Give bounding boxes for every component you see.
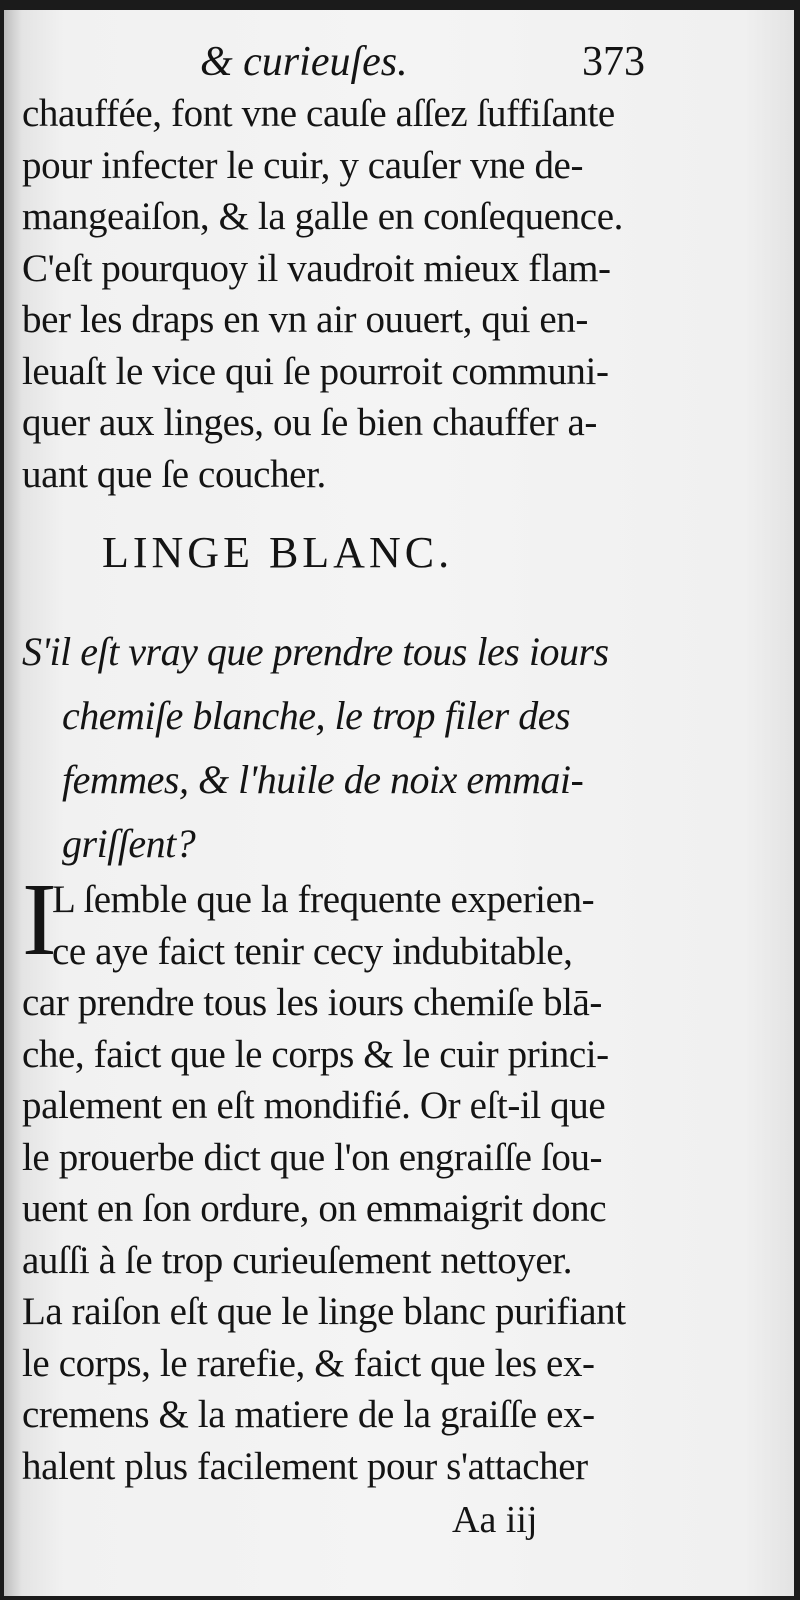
text-line: quer aux linges, ou ſe bien chauffer a- [22, 401, 597, 444]
text-line: car prendre tous les iours chemiſe blā- [22, 981, 603, 1024]
text-line: chauffée, font vne cauſe aſſez ſuffiſante [22, 92, 615, 135]
paragraph-2 [22, 874, 662, 1492]
book-page [4, 10, 794, 1596]
text-line: C'eſt pourquoy il vaudroit mieux flam- [22, 246, 611, 290]
drop-cap: I [22, 862, 57, 977]
text-line: pour infecter le cuir, y cauſer vne de- [22, 143, 584, 187]
text-line: leuaſt le vice qui ſe pourroit communi- [22, 349, 609, 393]
text-line: uant que ſe coucher. [22, 452, 326, 496]
question-line: griſſent? [62, 821, 196, 866]
text-line: ber les draps en vn air ouuert, qui en- [22, 298, 588, 341]
text-line: La raiſon eſt que le linge blanc purifiant [22, 1290, 626, 1333]
text-line: palement en eſt mondifié. Or eſt-il que [22, 1084, 606, 1127]
question-line: femmes, & l'huile de noix emmai- [62, 757, 584, 802]
text-line: ce aye faict tenir cecy indubitable, [52, 929, 573, 973]
page-number: 373 [582, 39, 645, 85]
text-line: L ſemble que la frequente experien- [52, 878, 595, 921]
signature-mark: Aa iij [452, 1499, 538, 1541]
question-line: chemiſe blanche, le trop filer des [62, 693, 571, 738]
text-line: mangeaiſon, & la galle en conſequence. [22, 195, 623, 238]
text-line: halent plus facilement pour s'attacher [22, 1444, 588, 1488]
running-head: & curieuſes. [200, 39, 408, 85]
page-header [4, 32, 794, 92]
question-line: S'il eſt vray que prendre tous les iours [22, 629, 609, 674]
text-line: auſſi à ſe trop curieuſement nettoyer. [22, 1238, 573, 1282]
text-line: le prouerbe dict que l'on engraiſſe ſou- [22, 1135, 603, 1179]
text-line: uent en ſon ordure, on emmaigrit donc [22, 1187, 607, 1230]
text-line: che, faict que le corps & le cuir princi- [22, 1032, 609, 1076]
text-line: le corps, le rarefie, & faict que les ex- [22, 1341, 595, 1385]
text-line: cremens & la matiere de la graiſſe ex- [22, 1393, 595, 1436]
paragraph-1 [22, 88, 662, 500]
section-title: LINGE BLANC. [102, 528, 454, 577]
section-question [22, 620, 682, 876]
